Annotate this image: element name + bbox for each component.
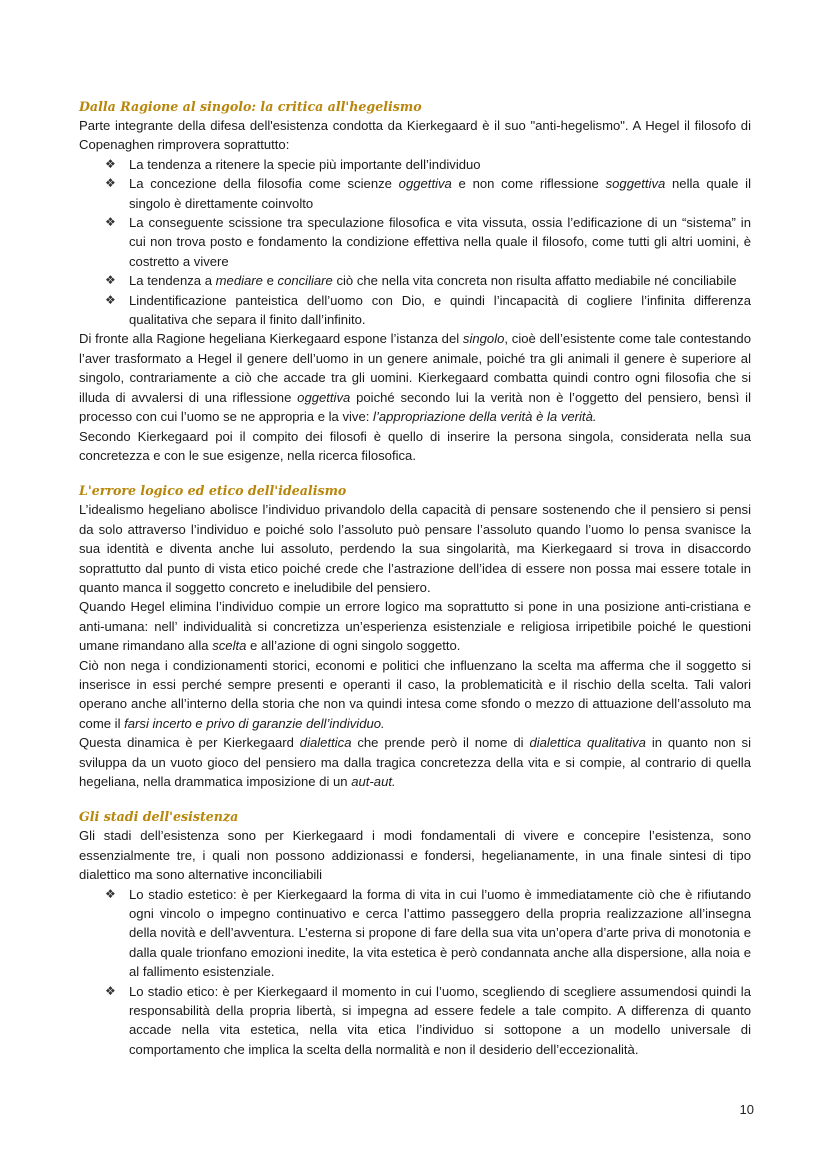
list-item: ❖ Lo stadio estetico: è per Kierkegaard la forma di vita in cui l’uomo è immediatamente ciò che è rifiutando ogni vincolo o impegno continuativo e cerca l’attimo passeggero della propria realizzazione all’insegna della novità e dell’avventura. L’esterna si propone di fare della sua vita un’opera d’arte priva di monotonia e dalla quale trionfano emozioni inedite, la vita estetica è però condannata anche alla dispersione, alla noia e al fallimento esistenziale. xyxy=(105,886,751,980)
diamond-bullet-icon: ❖ xyxy=(105,886,116,901)
section-heading-stadi-esistenza: Gli stadi dell'esistenza xyxy=(79,809,239,825)
list-item: ❖ La tendenza a mediare e conciliare ciò che nella vita concreta non risulta affatto mediabile né conciliabile xyxy=(105,271,751,290)
diamond-bullet-icon: ❖ xyxy=(105,983,116,998)
paragraph-anti-hegelismo: Parte integrante della difesa dell'esistenza condotta da Kierkegaard è il suo "anti-hegelismo". A Hegel il filosofo di Copenaghen rimprovera soprattutto: xyxy=(79,118,751,153)
page-content xyxy=(79,97,751,1059)
diamond-bullet-icon: ❖ xyxy=(105,292,116,307)
diamond-bullet-icon: ❖ xyxy=(105,215,116,230)
section-heading-critica-hegelismo: Dalla Ragione al singolo: la critica all'hegelismo xyxy=(79,99,422,114)
paragraph-idealismo: L’idealismo hegeliano abolisce l’individuo privandolo della capacità di pensare sostenendo che il pensiero si pensi da solo attraverso l’individuo e poiché solo l’assoluto può pensare l’assoluto quando l’uomo lo pensa svanisce la sua identità e diventa anche lui assoluto, perdendo la sua singolarità, ma Kierkegaard si trova in disaccordo soprattutto dal punto di vista etico poiché crede che l’astrazione dell’idea di essere non possa mai essere totale in quanto manca il soggetto concreto e ineludibile del pensiero. xyxy=(79,502,751,595)
page-number: 10 xyxy=(739,1102,754,1117)
diamond-bullet-icon: ❖ xyxy=(105,176,116,191)
diamond-bullet-icon: ❖ xyxy=(105,273,116,288)
bullet-list-critiche xyxy=(79,155,751,330)
section-heading-errore-idealismo: L'errore logico ed etico dell'idealismo xyxy=(79,483,347,499)
paragraph-dialettica: Questa dinamica è per Kierkegaard dialettica che prende però il nome di dialettica qualitativa in quanto non si sviluppa da un vuoto gioco del pensiero ma dalla tragica concretezza della vita e si compie, al contrario di quella hegeliana, nella drammatica imposizione di un aut-aut. xyxy=(79,735,751,789)
list-item: ❖ La tendenza a ritenere la specie più importante dell’individuo xyxy=(105,155,751,174)
paragraph-errore-logico: Quando Hegel elimina l’individuo compie un errore logico ma soprattutto si pone in una posizione anti-cristiana e anti-umana: nell’ individualità si concretizza un’esperienza esistenziale e religiosa irripetibile poiché le questioni umane rimandano alla scelta e all’azione di ogni singolo soggetto. xyxy=(79,599,751,654)
paragraph-compito-filosofi: Secondo Kierkegaard poi il compito dei filosofi è quello di inserire la persona singola, considerata nella sua concretezza e con le sue esigenze, nella ricerca filosofica. xyxy=(79,428,751,463)
list-item: ❖ Lo stadio etico: è per Kierkegaard il momento in cui l’uomo, scegliendo di scegliere assumendosi quindi la responsabilità della propria libertà, si impegna ad essere fedele a tale compito. A differenza di quanto accade nella vita estetica, nella vita etica l’individuo si sottopone a un modello universale di comportamento che implica la scelta della normalità e non il desiderio dell’eccezionalità. xyxy=(105,983,751,1057)
list-item: ❖ Lindentificazione panteistica dell’uomo con Dio, e quindi l’incapacità di cogliere l’infinita differenza qualitativa che separa il finito dall’infinito. xyxy=(105,292,751,328)
list-item: ❖ La conseguente scissione tra speculazione filosofica e vita vissuta, ossia l’edificazione di un “sistema” in cui non trova posto e fondamento la condizione effettiva nella quale il filosofo, come tutti gli altri uomini, è costretto a vivere xyxy=(105,215,751,269)
bullet-list-stadi xyxy=(79,885,751,1060)
diamond-bullet-icon: ❖ xyxy=(105,156,116,171)
list-item: ❖ La concezione della filosofia come scienze oggettiva e non come riflessione soggettiva nella quale il singolo è direttamente coinvolto xyxy=(105,176,751,211)
paragraph-singolo: Di fronte alla Ragione hegeliana Kierkegaard espone l’istanza del singolo, cioè dell’esistente come tale contestando l’aver trasformato a Hegel il genere dell’uomo in un genere animale, poiché tra gli animali il genere è superiore al singolo, contrariamente a ciò che accade tra gli uomini. Kierkegaard combatta quindi contro ogni filosofia che si illuda di avvalersi di una riflessione oggettiva poiché secondo lui la verità non è l’oggetto del pensiero, bensì il processo con cui l’uomo se ne appropria e la vive: l’appropriazione della verità è la verità. xyxy=(79,331,751,425)
paragraph-condizionamenti: Ciò non nega i condizionamenti storici, economi e politici che influenzano la scelta ma afferma che il soggetto si inserisce in essi perché sempre presenti e operanti il caso, la problematicità e il rischio della scelta. Tali valori operano anche all’interno della storia che non va quindi intesa come sfondo o mezzo di attuazione dell’assoluto ma come il farsi incerto e privo di garanzie dell’individuo. xyxy=(79,657,751,731)
paragraph-stadi-intro: Gli stadi dell’esistenza sono per Kierkegaard i modi fondamentali di vivere e concepire l’esistenza, sono essenzialmente tre, i quali non possono addizionassi e fondersi, hegelianamente, in una finale sintesi di tipo dialettico ma sono alternative inconciliabili xyxy=(79,828,751,883)
